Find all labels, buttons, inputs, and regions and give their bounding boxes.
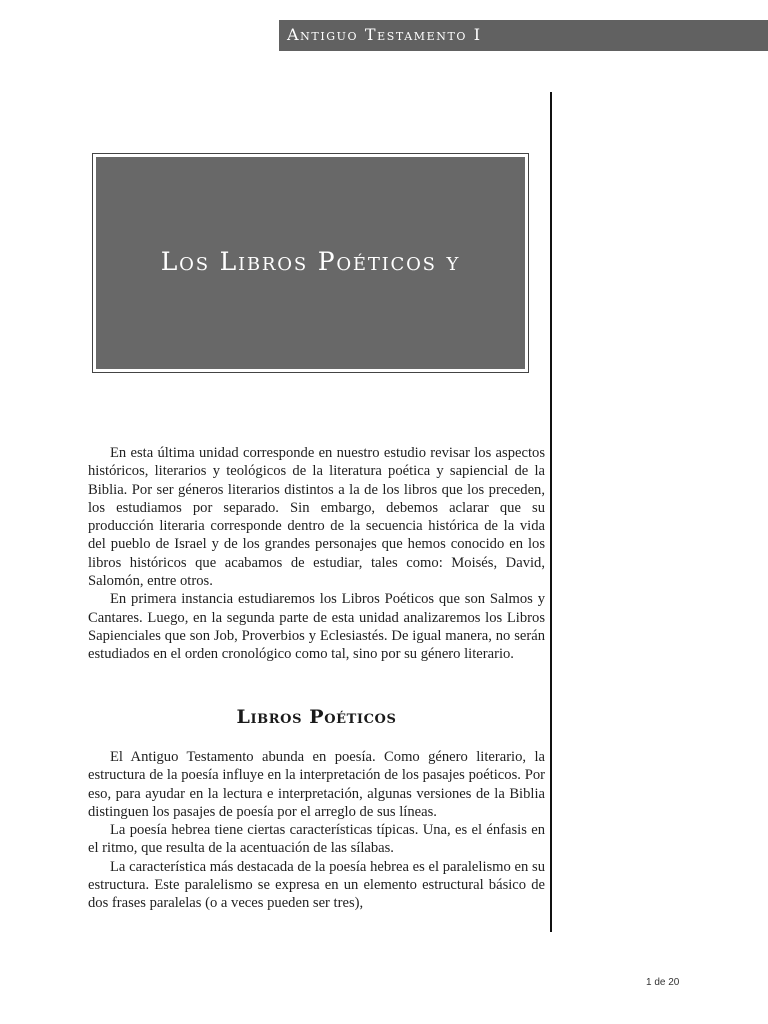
page-number: 1 de 20 [646, 977, 680, 988]
section-paragraph: La poesía hebrea tiene ciertas características típicas. Una, es el énfasis en el ritmo, que resulta de la acentuación de las sílabas. [88, 822, 545, 857]
running-header [279, 20, 768, 51]
section-paragraph: El Antiguo Testamento abunda en poesía. Como género literario, la estructura de la poesía influye en la interpretación de los pasajes poéticos. Por eso, para ayudar en la lectura e interpretación, algunas versiones de la Biblia distinguen los pasajes de poesía por el arreglo de sus líneas. [88, 749, 545, 820]
section-heading: Libros Poéticos [236, 706, 397, 728]
chapter-title-panel [96, 157, 525, 369]
chapter-title: Los Libros Poéticos y [160, 247, 461, 276]
running-header-title: Antiguo Testamento I [287, 25, 482, 44]
chapter-title-box [92, 153, 529, 373]
section-paragraph: La característica más destacada de la poesía hebrea es el paralelismo en su estructura. Este paralelismo se expresa en un elemento estructural básico de dos frases paralelas (o a veces pueden ser tres), [88, 858, 545, 912]
intro-text [88, 444, 545, 664]
vertical-rule [550, 92, 552, 932]
intro-paragraph: En primera instancia estudiaremos los Libros Poéticos que son Salmos y Cantares. Luego, en la segunda parte de esta unidad analizaremos los Libros Sapienciales que son Job, Proverbios y Eclesiastés. De igual manera, no serán estudiados en el orden cronológico como tal, sino por su género literario. [88, 591, 545, 663]
section-text [88, 748, 545, 913]
intro-paragraph: En esta última unidad corresponde en nuestro estudio revisar los aspectos históricos, literarios y teológicos de la literatura poética y sapiencial de la Biblia. Por ser géneros literarios distintos a la de los libros que los preceden, los estudiamos por separado. Sin embargo, debemos aclarar que su producción literaria corresponde dentro de la secuencia histórica de la vida del pueblo de Israel y de los grandes personajes que hemos conocido en los libros históricos que acabamos de estudiar, tales como: Moisés, David, Salomón, entre otros. [88, 445, 545, 590]
